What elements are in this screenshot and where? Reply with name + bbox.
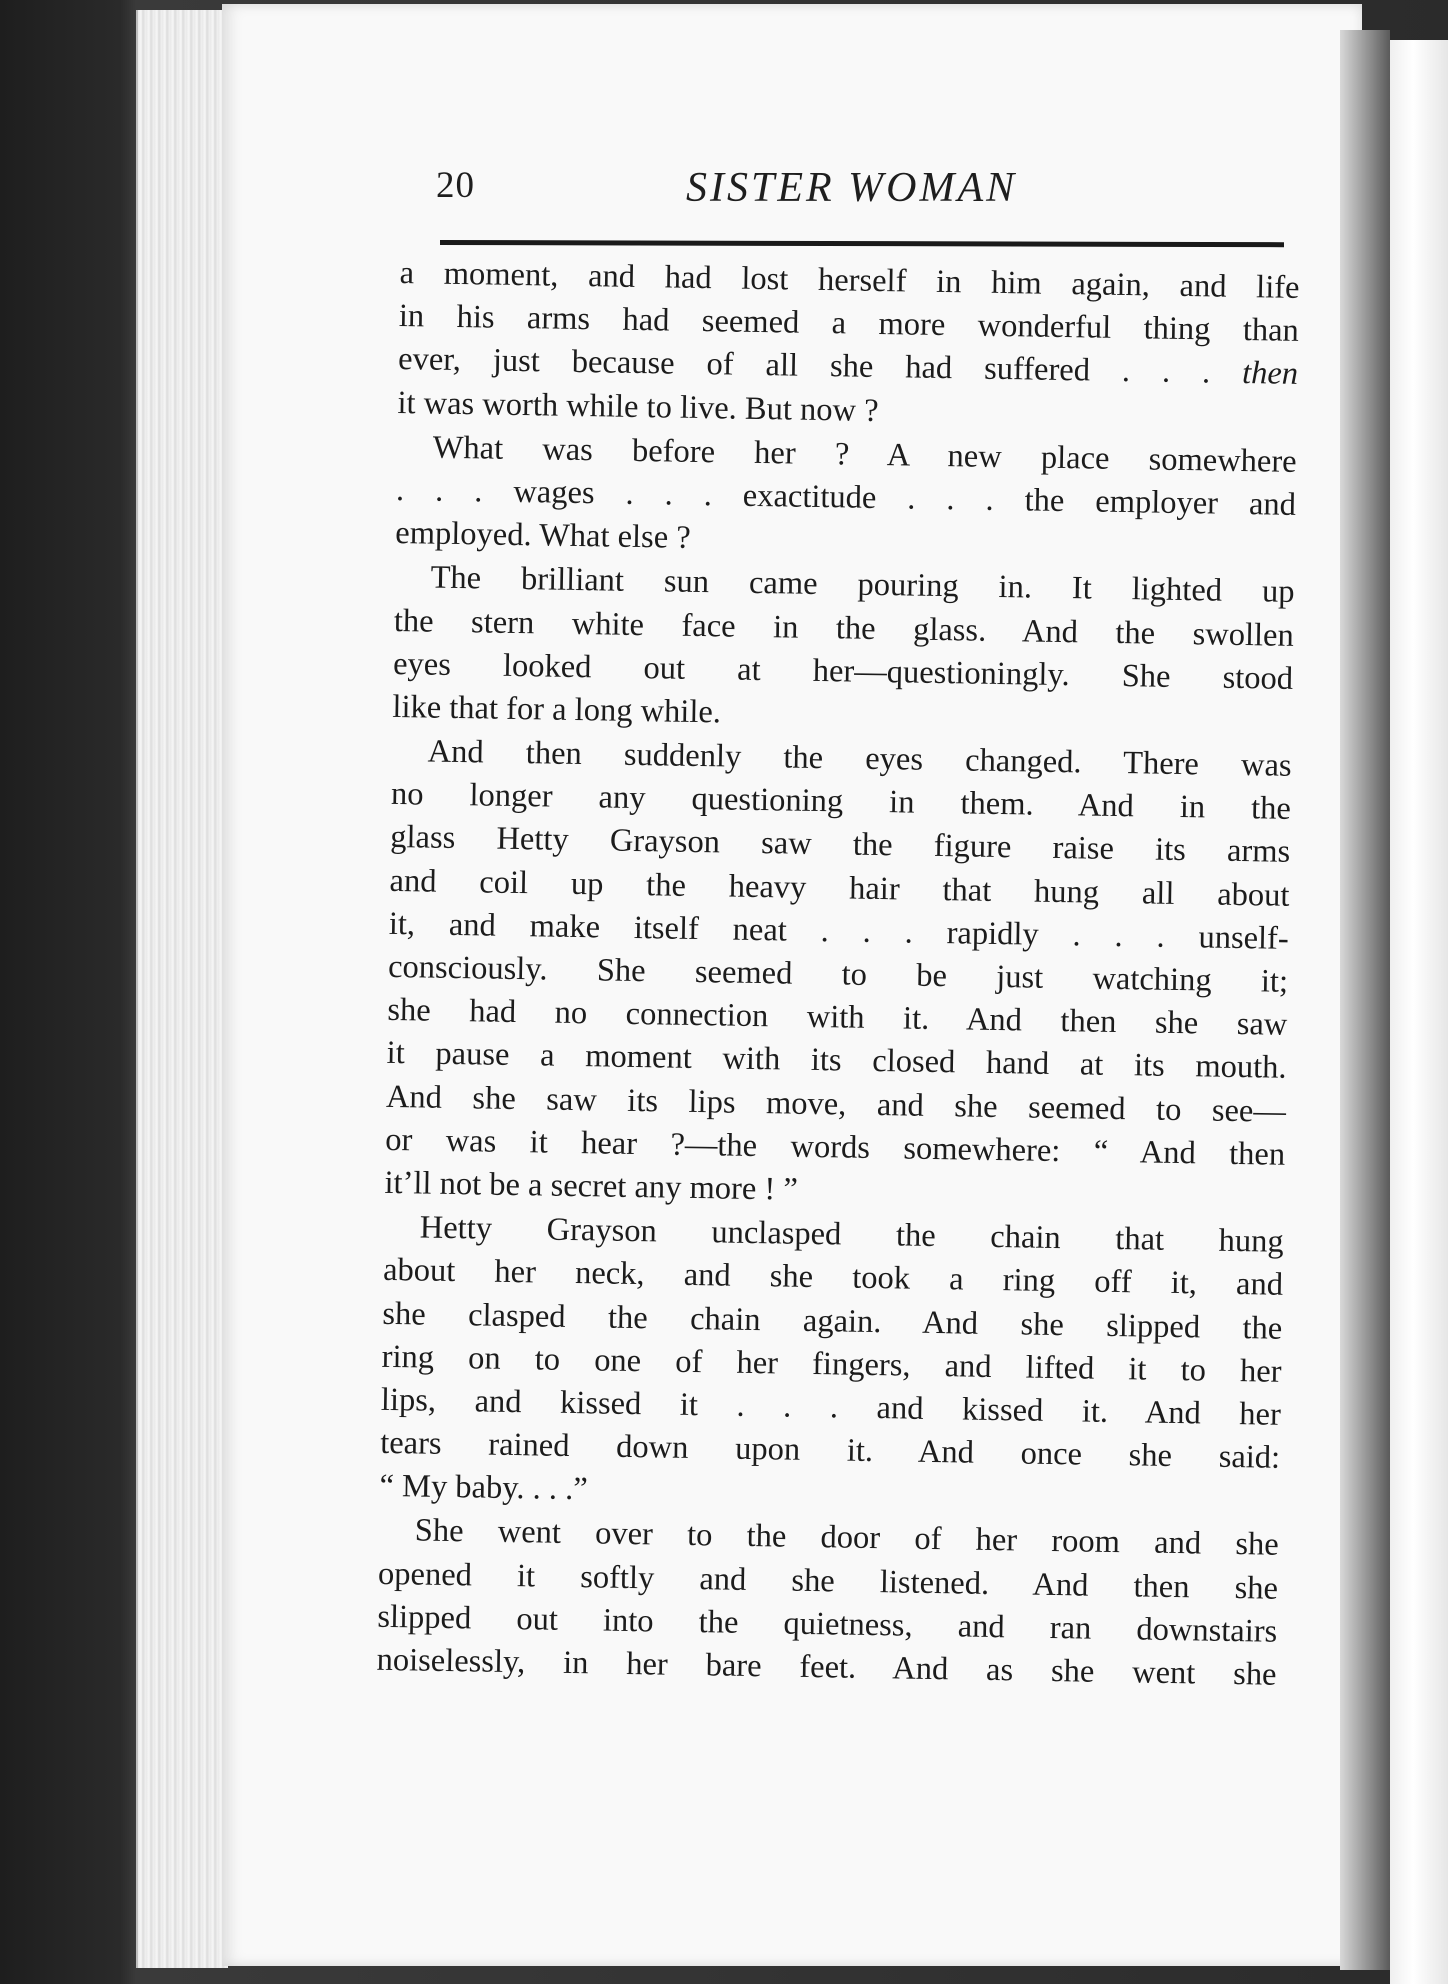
- text-line: it was worth while to live. But now ?: [397, 384, 879, 429]
- text-line: lips, and kissed it . . . and kissed it. And her: [380, 1381, 1282, 1433]
- paragraph-first-line: And then suddenly the eyes changed. There was: [427, 733, 1292, 784]
- text-line: ever, just because of all she had suffered . . . then: [397, 341, 1299, 393]
- text-line: and coil up the heavy hair that hung all about: [389, 862, 1290, 914]
- page-edges: [136, 10, 228, 1968]
- text-line: she had no connection with it. And then she saw: [387, 992, 1288, 1044]
- facing-page-edge: [1390, 40, 1448, 1984]
- text-line: no longer any questioning in them. And in the: [390, 776, 1292, 828]
- running-head: [436, 164, 1284, 220]
- running-title: SISTER WOMAN: [686, 165, 1018, 211]
- text-line: slipped out into the quietness, and ran downstairs: [377, 1598, 1278, 1650]
- text-line: it’ll not be a secret any more ! ”: [384, 1164, 799, 1208]
- body-text: [376, 252, 1300, 1697]
- text-line: consciously. She seemed to be just watching it;: [387, 948, 1289, 1000]
- text-line: “ My baby. . . .”: [379, 1468, 588, 1508]
- paragraph-first-line: What was before her ? A new place somewhere: [432, 429, 1297, 480]
- text-line: the stern white face in the glass. And the swollen: [393, 602, 1295, 654]
- text-line: about her neck, and she took a ring off it, and: [382, 1252, 1284, 1304]
- text-line: a moment, and had lost herself in him again, and life: [399, 254, 1300, 306]
- text-line: eyes looked out at her—questioningly. She stood: [392, 645, 1294, 697]
- italic-word: then: [1241, 355, 1299, 393]
- text-line: employed. What else ?: [395, 515, 692, 556]
- text-line: noiselessly, in her bare feet. And as she went she: [376, 1641, 1277, 1693]
- text-line: ring on to one of her fingers, and lifted it to her: [381, 1338, 1282, 1390]
- text-line: it pause a moment with its closed hand at its mouth.: [386, 1035, 1287, 1087]
- text-line: opened it softly and she listened. And then she: [377, 1555, 1279, 1607]
- text-line: in his arms had seemed a more wonderful thing than: [398, 298, 1300, 350]
- text-line: like that for a long while.: [392, 688, 722, 731]
- text-line: it, and make itself neat . . . rapidly . . . unself-: [388, 905, 1290, 957]
- text-line: tears rained down upon it. And once she said:: [379, 1424, 1281, 1476]
- gutter-shadow: [1340, 30, 1390, 1970]
- text-line: or was it hear ?—the words somewhere: “ And then: [384, 1121, 1286, 1173]
- page-number: 20: [436, 165, 475, 206]
- text-line: glass Hetty Grayson saw the figure raise its arms: [389, 819, 1291, 871]
- text-line: And she saw its lips move, and she seemed to see—: [385, 1078, 1287, 1130]
- paragraph-first-line: Hetty Grayson unclasped the chain that hung: [419, 1209, 1285, 1260]
- text-line: she clasped the chain again. And she slipped the: [382, 1295, 1283, 1347]
- text-line: . . . wages . . . exactitude . . . the employer and: [395, 471, 1297, 523]
- paragraph-first-line: She went over to the door of her room and she: [414, 1512, 1279, 1564]
- paragraph-first-line: The brilliant sun came pouring in. It lighted up: [430, 559, 1295, 611]
